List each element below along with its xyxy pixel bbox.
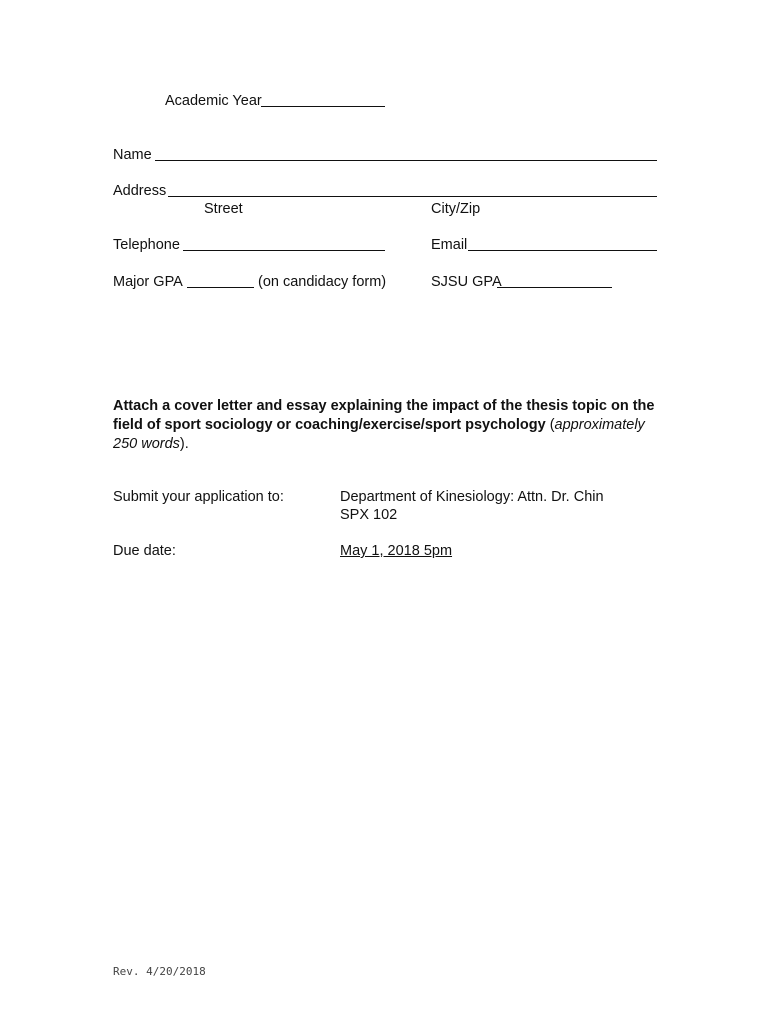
revision-footer: Rev. 4/20/2018 [113,965,206,978]
instructions-italic: approximately 250 words [113,417,645,452]
submit-room: SPX 102 [340,507,398,523]
instructions-paren-open: ( [545,417,555,433]
cityzip-caption: City/Zip [431,201,481,217]
instructions-paren-close: ). [179,436,189,452]
address-label: Address [113,183,167,199]
address-field[interactable] [168,196,657,197]
due-date-value: May 1, 2018 5pm [340,543,453,559]
sjsu-gpa-field[interactable] [497,287,612,288]
name-field[interactable] [155,160,657,161]
submit-department: Department of Kinesiology: Attn. Dr. Chin [340,489,604,505]
name-label: Name [113,147,152,163]
academic-year-label: Academic Year [165,93,262,109]
street-caption: Street [204,201,243,217]
email-label: Email [431,237,468,253]
instructions-bold: Attach a cover letter and essay explaining the impact of the thesis topic on the field of sport sociology or coaching/exercise/sport psychology [113,398,655,433]
telephone-label: Telephone [113,237,180,253]
email-field[interactable] [468,250,657,251]
sjsu-gpa-label: SJSU GPA [431,274,502,290]
candidacy-note: (on candidacy form) [258,274,387,290]
telephone-field[interactable] [183,250,385,251]
submit-label: Submit your application to: [113,489,284,505]
academic-year-field[interactable] [261,106,385,107]
major-gpa-label: Major GPA [113,274,183,290]
major-gpa-field[interactable] [187,287,254,288]
instructions-paragraph [113,397,673,454]
due-date-label: Due date: [113,543,176,559]
